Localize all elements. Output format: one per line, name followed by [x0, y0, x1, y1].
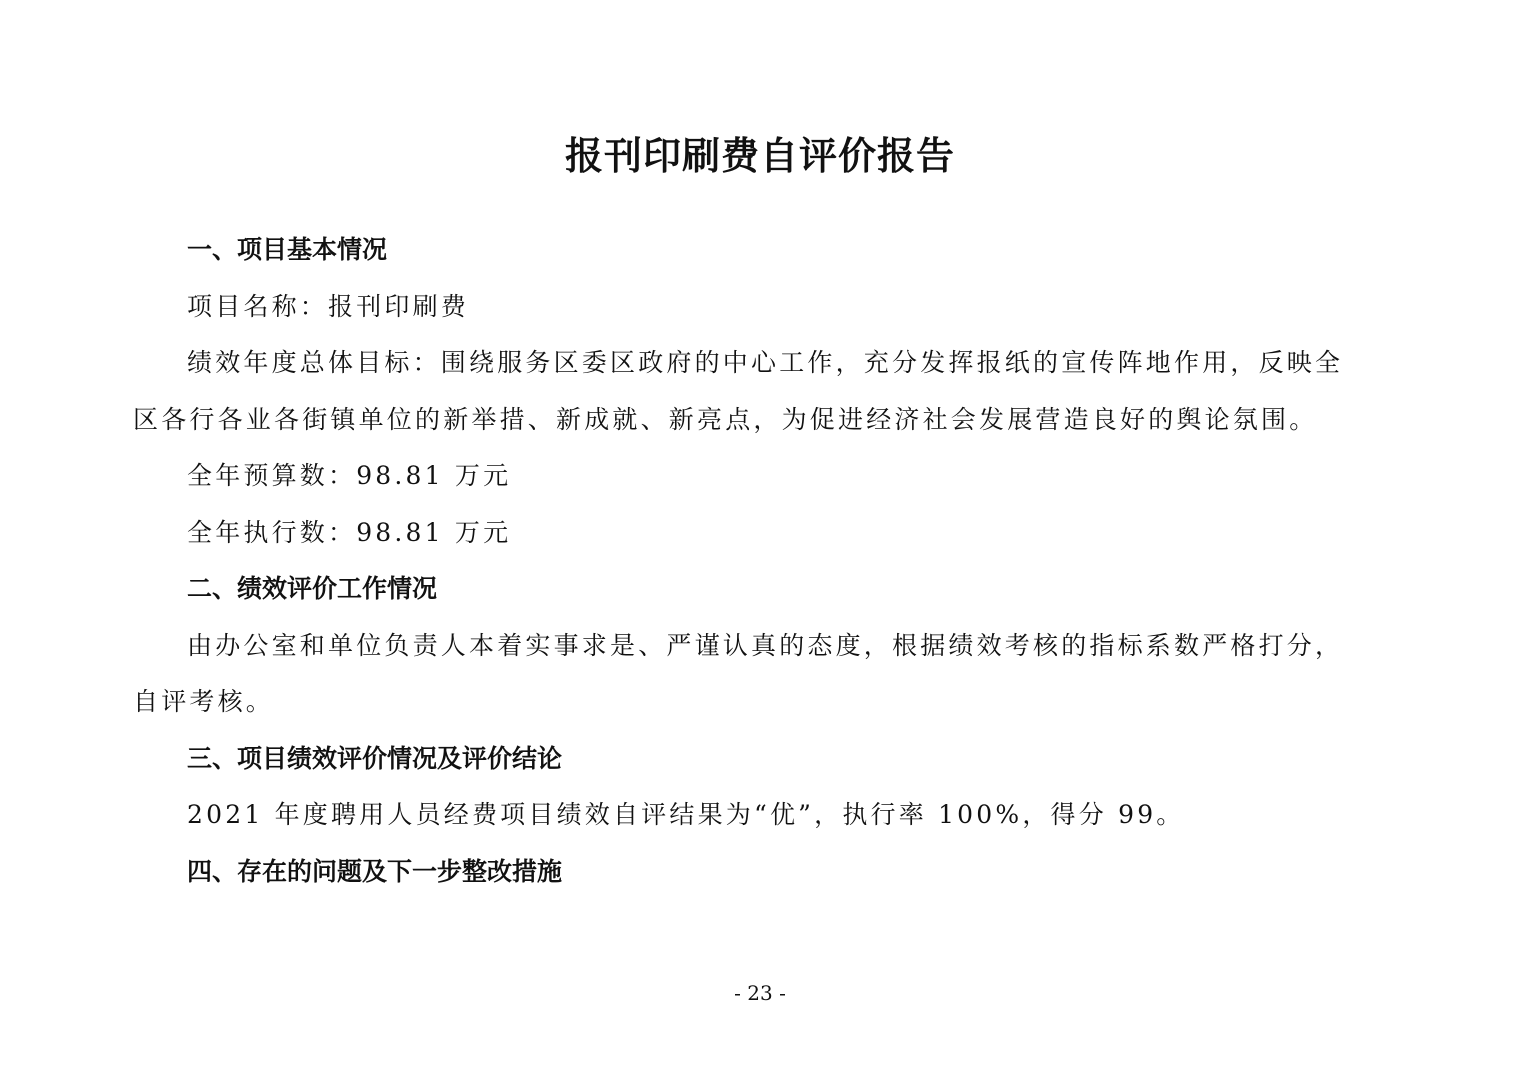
section-heading-2: 二、绩效评价工作情况	[187, 574, 438, 603]
page-number: - 23 -	[734, 981, 786, 1005]
conclusion-line: 2021 年度聘用人员经费项目绩效自评结果为“优”，执行率 100%，得分 99。	[187, 800, 1185, 829]
goal-line-1: 绩效年度总体目标：围绕服务区委区政府的中心工作，充分发挥报纸的宣传阵地作用，反映全	[187, 348, 1344, 377]
evaluation-line-1: 由办公室和单位负责人本着实事求是、严谨认真的态度，根据绩效考核的指标系数严格打分，	[187, 631, 1344, 660]
section-heading-3: 三、项目绩效评价情况及评价结论	[187, 744, 563, 773]
evaluation-line-2: 自评考核。	[133, 687, 275, 716]
section-heading-1: 一、项目基本情况	[187, 235, 388, 264]
page-title: 报刊印刷费自评价报告	[564, 133, 955, 178]
budget-line: 全年预算数：98.81 万元	[187, 461, 512, 490]
project-name-line: 项目名称：报刊印刷费	[187, 292, 470, 321]
goal-line-2: 区各行各业各街镇单位的新举措、新成就、新亮点，为促进经济社会发展营造良好的舆论氛围。	[133, 405, 1318, 434]
executed-line: 全年执行数：98.81 万元	[187, 518, 512, 547]
section-heading-4: 四、存在的问题及下一步整改措施	[187, 857, 563, 886]
